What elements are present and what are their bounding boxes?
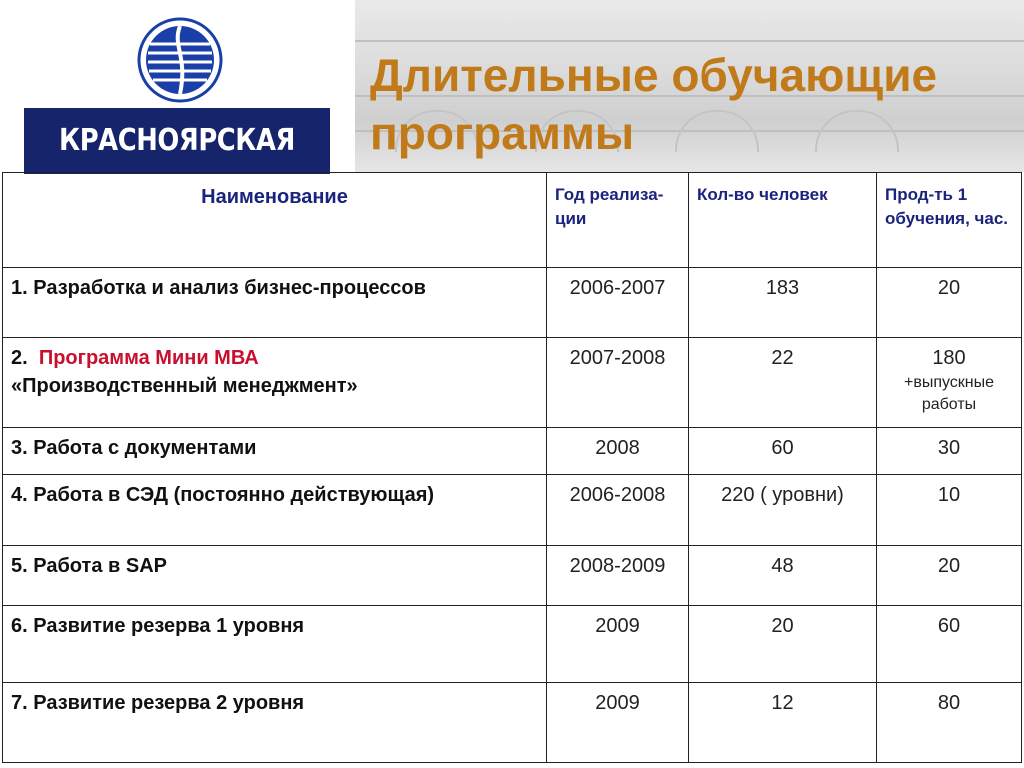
header-name: Наименование bbox=[3, 173, 547, 268]
program-duration: 20 bbox=[877, 546, 1022, 606]
header-year: Год реализа-ции bbox=[547, 173, 689, 268]
table-row bbox=[3, 546, 1022, 606]
programs-table bbox=[2, 172, 1022, 763]
program-duration: 30 bbox=[877, 428, 1022, 475]
page-title-line2: программы bbox=[370, 107, 635, 159]
program-year: 2009 bbox=[547, 606, 689, 683]
program-year: 2006-2007 bbox=[547, 268, 689, 338]
table-row bbox=[3, 475, 1022, 546]
program-name: 2. Программа Мини МВА «Производственный менеджмент» bbox=[3, 338, 547, 428]
program-year: 2009 bbox=[547, 683, 689, 763]
program-year: 2006-2008 bbox=[547, 475, 689, 546]
page-title bbox=[370, 46, 1020, 162]
program-duration: 60 bbox=[877, 606, 1022, 683]
program-count: 60 bbox=[689, 428, 877, 475]
program-year: 2008-2009 bbox=[547, 546, 689, 606]
hydro-station-emblem-icon bbox=[136, 16, 224, 104]
table-row bbox=[3, 268, 1022, 338]
program-duration: 20 bbox=[877, 268, 1022, 338]
program-name: 6. Развитие резерва 1 уровня bbox=[3, 606, 547, 683]
header-duration: Прод-ть 1 обучения, час. bbox=[877, 173, 1022, 268]
program-name: 3. Работа с документами bbox=[3, 428, 547, 475]
program-name-highlight: Программа Мини МВА bbox=[38, 347, 259, 369]
program-count: 183 bbox=[689, 268, 877, 338]
program-name: 4. Работа в СЭД (постоянно действующая) bbox=[3, 475, 547, 546]
company-name: КРАСНОЯРСКАЯ ГЭС bbox=[59, 123, 295, 224]
program-count: 220 ( уровни) bbox=[689, 475, 877, 546]
table-row bbox=[3, 428, 1022, 475]
program-duration: 180 +выпускные работы bbox=[877, 338, 1022, 428]
table-row bbox=[3, 338, 1022, 428]
program-year: 2008 bbox=[547, 428, 689, 475]
header-count: Кол-во человек bbox=[689, 173, 877, 268]
program-name: 1. Разработка и анализ бизнес-процессов bbox=[3, 268, 547, 338]
program-year: 2007-2008 bbox=[547, 338, 689, 428]
program-duration: 10 bbox=[877, 475, 1022, 546]
table-header-row bbox=[3, 173, 1022, 268]
table-row bbox=[3, 683, 1022, 763]
program-count: 12 bbox=[689, 683, 877, 763]
program-count: 48 bbox=[689, 546, 877, 606]
duration-note: +выпускные работы bbox=[903, 374, 995, 413]
table-row bbox=[3, 606, 1022, 683]
program-count: 22 bbox=[689, 338, 877, 428]
page-title-line1: Длительные обучающие bbox=[370, 49, 938, 101]
program-count: 20 bbox=[689, 606, 877, 683]
program-name: 7. Развитие резерва 2 уровня bbox=[3, 683, 547, 763]
program-duration: 80 bbox=[877, 683, 1022, 763]
program-name: 5. Работа в SAP bbox=[3, 546, 547, 606]
